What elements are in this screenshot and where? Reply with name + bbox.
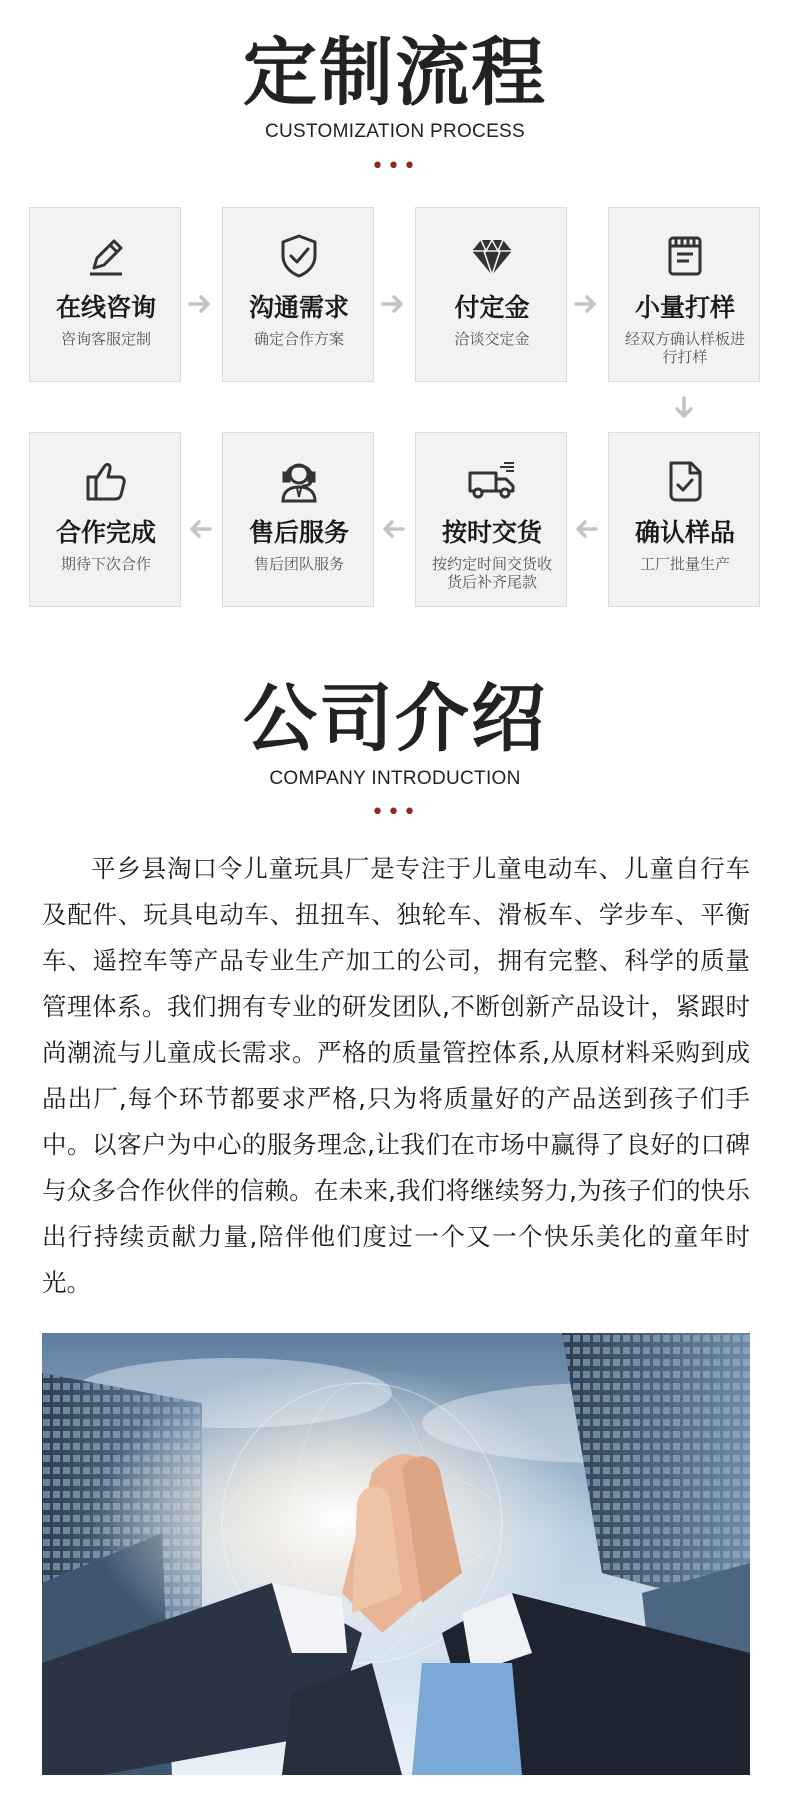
step-title: 小量打样 [634,293,735,322]
step-card-aftersales [222,432,374,607]
process-section-dots: ••• [371,154,419,179]
step-desc: 确定合作方案 [253,330,344,348]
pencil-icon [30,230,182,282]
step-card-confirm-sample [608,432,760,607]
step-title: 确认样品 [634,518,735,547]
arrow-left-icon [572,515,600,543]
step-title: 沟通需求 [248,293,349,322]
step-card-deposit [415,207,567,382]
step-card-delivery [415,432,567,607]
step-title: 在线咨询 [55,293,156,322]
step-card-consult [29,207,181,382]
step-title: 付定金 [454,293,530,322]
step-card-communicate [222,207,374,382]
truck-icon [416,455,568,507]
arrow-right-icon [379,290,407,318]
arrow-right-icon [572,290,600,318]
step-desc: 洽谈交定金 [454,330,530,348]
step-title: 按时交货 [441,518,542,547]
document-check-icon [609,455,761,507]
process-section-title: 定制流程 [243,30,547,116]
thumbs-up-icon [30,455,182,507]
step-desc: 售后团队服务 [253,555,344,573]
company-section-dots: ••• [371,800,419,825]
step-desc: 期待下次合作 [60,555,151,573]
step-card-sample [608,207,760,382]
step-desc: 按约定时间交货收货后补齐尾款 [431,555,552,591]
diamond-icon [416,230,568,282]
step-desc: 咨询客服定制 [60,330,151,348]
step-desc: 工厂批量生产 [639,555,730,573]
sample-sheet-icon [609,230,761,282]
company-section-title: 公司介绍 [243,676,547,762]
step-desc: 经双方确认样板进行打样 [624,330,745,366]
arrow-right-icon [186,290,214,318]
support-agent-icon [223,455,375,507]
arrow-left-icon [186,515,214,543]
arrow-down-icon [670,394,698,422]
step-title: 合作完成 [55,518,156,547]
teamwork-hands-photo [42,1333,750,1775]
process-section-subtitle: CUSTOMIZATION PROCESS [264,121,525,142]
shield-check-icon [223,230,375,282]
step-card-complete [29,432,181,607]
company-intro-text: 平乡县淘口令儿童玩具厂是专注于儿童电动车、儿童自行车及配件、玩具电动车、扭扭车、独轮车、滑板车、学步车、平衡车、遥控车等产品专业生产加工的公司，拥有完整、科学的质量管理体系。我们拥有专业的研发团队,不断创新产品设计，紧跟时尚潮流与儿童成长需求。严格的质量管控体系,从原材料采购到成品出厂,每个环节都要求严格,只为将质量好的产品送到孩子们手中。以客户为中心的服务理念,让我们在市场中赢得了良好的口碑与众多合作伙伴的信赖。在未来,我们将继续努力,为孩子们的快乐出行持续贡献力量,陪伴他们度过一个又一个快乐美化的童年时光。 [42,854,750,1297]
step-title: 售后服务 [248,518,349,547]
arrow-left-icon [379,515,407,543]
company-section-subtitle: COMPANY INTRODUCTION [269,768,521,789]
